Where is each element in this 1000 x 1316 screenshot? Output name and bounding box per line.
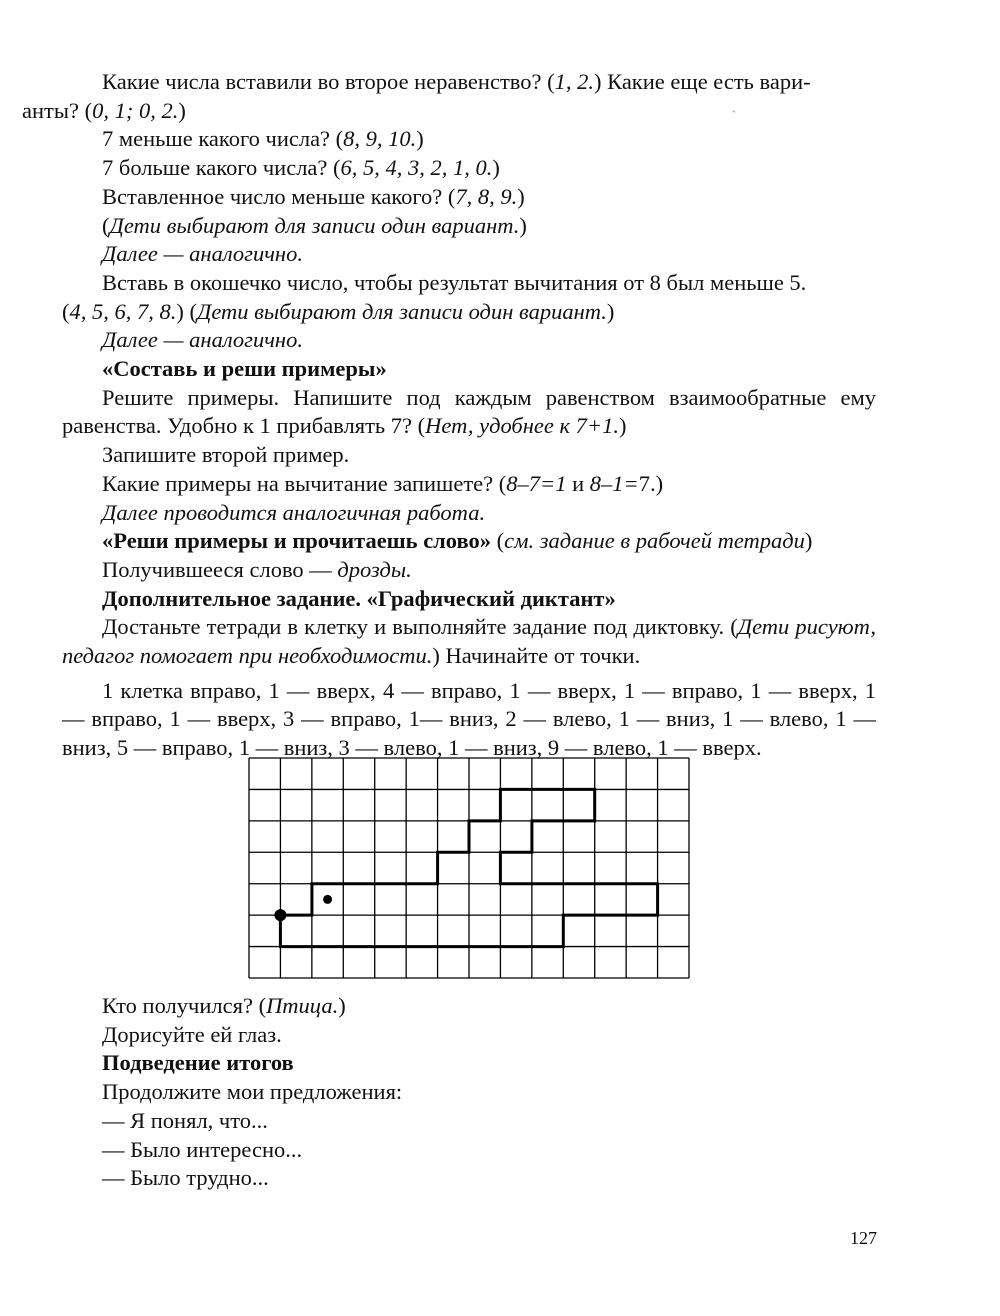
graphic-dictation-grid [248, 757, 690, 979]
paragraph: Далее — аналогично. [102, 327, 303, 353]
paragraph: Получившееся слово — дрозды. [102, 556, 412, 582]
paragraph: (4, 5, 6, 7, 8.) (Дети выбирают для записи один вариант.) [62, 298, 615, 324]
paragraph: 7 меньше какого числа? (8, 9, 10.) [102, 126, 424, 152]
section-heading: Подведение итогов [102, 1050, 294, 1076]
paragraph: Далее проводится аналогичная работа. [102, 499, 486, 525]
paragraph: Кто получился? (Птица.) [102, 993, 346, 1018]
paragraph: Какие числа вставили во второе неравенство? (1, 2.) Какие еще есть вари- анты? (0, 1; 0, 2.) [22, 69, 811, 123]
paragraph: Вставленное число меньше какого? (7, 8, 9.) [102, 183, 525, 209]
page-number: 127 [850, 1228, 877, 1248]
paragraph: Запишите второй пример. [102, 442, 350, 468]
paragraph: 1 клетка вправо, 1 — вверх, 4 — вправо, 1 — вверх, 1 — вправо, 1 — вверх, 1 — вправо, 1 — вверх, 3 — вправо, 1— вниз, 2 — влево, 1 — вниз, 1 — влево, 1 — вниз, 5 — вправо, 1 — вниз, 3 — влево, 1 — вниз, 9 — влево, 1 — вверх. [62, 677, 876, 761]
closing-section [62, 992, 876, 1193]
paragraph: Какие примеры на вычитание запишете? (8–7=1 и 8–1=7.) [102, 470, 664, 496]
paragraph: Достаньте тетради в клетку и выполняйте задание под диктовку. (Дети рисуют, педагог помогает при необходимости.) Начинайте от точки. [62, 614, 876, 669]
page-body [22, 68, 876, 763]
paragraph: Далее — аналогично. [102, 241, 303, 267]
paragraph: Дорисуйте ей глаз. [102, 1021, 282, 1047]
start-dot [274, 909, 286, 921]
paragraph: 7 больше какого числа? (6, 5, 4, 3, 2, 1, 0.) [102, 155, 500, 181]
section-heading: Дополнительное задание. «Графический диктант» [102, 585, 616, 611]
paragraph: Вставь в окошечко число, чтобы результат вычитания от 8 был меньше 5. [102, 269, 807, 295]
paragraph: Решите примеры. Напишите под каждым равенством взаимообратные ему равенства. Удобно к 1 прибавлять 7? (Нет, удобнее к 7+1.) [62, 384, 876, 439]
list-item: — Было интересно... [102, 1136, 303, 1162]
paragraph: (Дети выбирают для записи один вариант.) [102, 212, 527, 238]
eye-dot [323, 895, 332, 904]
scan-mark: ` [732, 108, 736, 122]
paragraph: Продолжите мои предложения: [102, 1079, 403, 1105]
grid-lines [249, 758, 689, 978]
paragraph: «Реши примеры и прочитаешь слово» (см. задание в рабочей тетради) [102, 528, 813, 554]
list-item: — Было трудно... [102, 1165, 269, 1191]
section-heading: «Составь и реши примеры» [102, 356, 387, 382]
list-item: — Я понял, что... [102, 1107, 268, 1133]
